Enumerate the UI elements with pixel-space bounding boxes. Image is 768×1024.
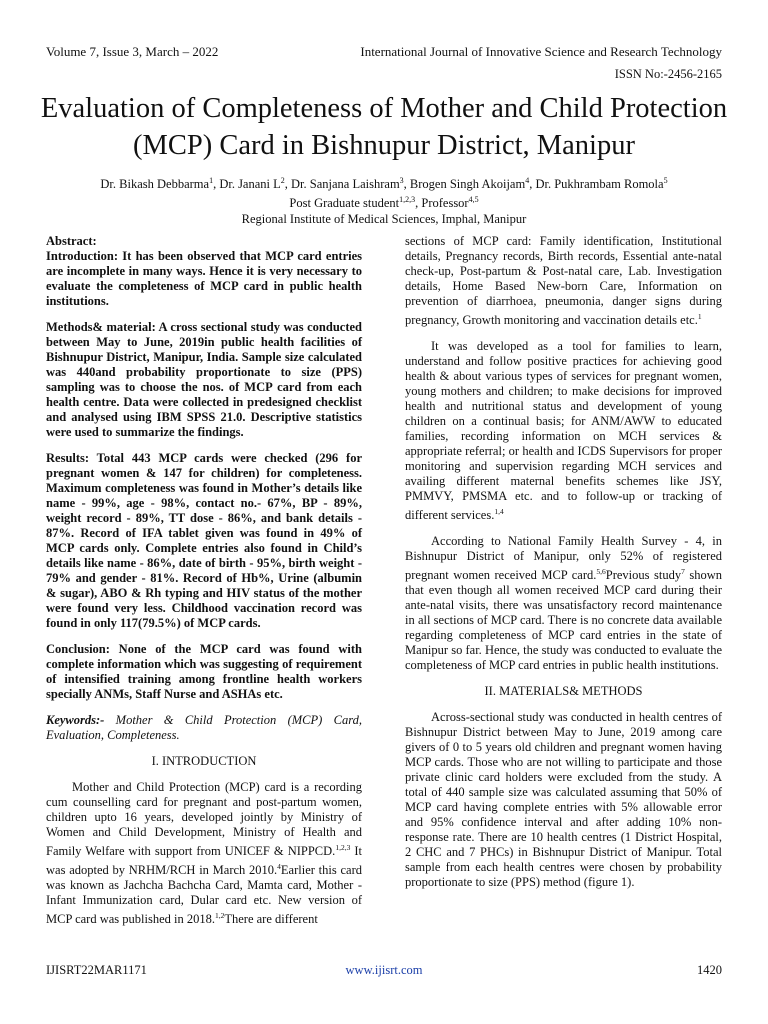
institution: Regional Institute of Medical Sciences, Imphal, Manipur <box>241 212 527 227</box>
purpose-paragraph: It was developed as a tool for families to learn, understand and follow positive practices for achieving good health & about various types of services for pregnant women, young mothers and children; to make decisions for improved health and nutritional status and development of young children on a continual basis; for ANM/AWW to educated families, recording information on MCH services & appropriate referral; or health and ICDS Supervisors for proper monitoring and supervision regarding MCH services and availing different maternal benefits schemes like JSY, PMMVY, PMSMA etc. and to follow-up or tracking of different services.$^{1,4}$ <box>405 339 722 523</box>
abstract-conclusion: Conclusion: None of the MCP card was found with complete information which was suggesting of requirement of intensified training among frontline health workers specially ANMs, Staff Nurse and ASHAs etc. <box>46 642 362 701</box>
article-code: IJISRT22MAR1171 <box>46 963 147 977</box>
left-column <box>46 234 362 938</box>
abstract-introduction: Introduction: It has been observed that MCP card entries are incomplete in many ways. Hence it is very necessary to evaluate the completeness of MCP card in public health institutions. <box>46 249 362 308</box>
introduction-paragraph: Mother and Child Protection (MCP) card is a recording cum counselling card for pregnant and post-partum women, children upto 16 years, developed jointly by Ministry of Women and Child Development, Ministry of Health and Family Welfare with support from UNICEF & NIPPCD.$^{1,2,3}$ It was adopted by NRHM/RCH in March 2010.$^4$Earlier this card was known as Jachcha Bachcha Card, Mamta card, Mother - Infant Immunization card, Dular card etc. New version of MCP card was published in 2018.$^{1,2}$There are different <box>46 780 363 927</box>
nfhs-paragraph: According to National Family Health Survey - 4, in Bishnupur District of Manipur, only 52% of registered pregnant women received MCP card.$^{5,6}$Previous study$^7$ shown that even though all women received MCP card during their ante-natal visits, there was unsatisfactory record maintenance in all sections of MCP card. There is no concrete data available regarding completeness of MCP card entries in the state of Manipur so far. Hence, the study was conducted to evaluate the completeness of MCP card entries in public health institutions. <box>405 534 722 673</box>
paper-title: Evaluation of Completeness of Mother and Child Protection (MCP) Card in Bishnupur District, Manipur <box>40 93 728 161</box>
issn: ISSN No:-2456-2165 <box>614 67 722 81</box>
abstract-heading: Abstract: <box>46 234 97 248</box>
abstract-results: Results: Total 443 MCP cards were checked (296 for pregnant women & 147 for children) for completeness. Maximum completeness was found in Mother’s details like name - 99%, age - 98%, contact no.- 67%, BP - 89%, weight record - 89%, TT dose - 86%, and bank details - 87%. Record of IFA tablet given was found in 49% of MCP cards only. Complete entries also found in Child’s details like name - 86%, date of birth - 95%, birth weight - 79% and gender - 81%. Record of Hb%, Urine (albumin & sugar), ABO & Rh typing and HIV status of the mother were found very less. Childhood vaccination record was found in only 117(79.5%) of MCP cards. <box>46 451 362 630</box>
section-heading-methods: II. MATERIALS& METHODS <box>484 684 643 699</box>
right-column <box>405 234 722 901</box>
keywords: Keywords:- Mother & Child Protection (MCP) Card, Evaluation, Completeness. <box>46 713 362 742</box>
journal-url-link[interactable]: www.ijisrt.com <box>345 963 423 977</box>
page-number: 1420 <box>697 963 722 977</box>
author-roles: Post Graduate student$^{1,2,3}$, Professor$^{4,5}$ <box>289 195 479 211</box>
abstract-methods: Methods& material: A cross sectional study was conducted between May to June, 2019in public health facilities of Bishnupur District, Manipur, India. Sample size calculated was 440and probability proportionate to size (PPS) sampling was to choose the nos. of MCP card from each health centre. Data were collected in predesigned checklist and analysed using IBM SPSS 21.0. Descriptive statistics were used to summarize the findings. <box>46 320 362 439</box>
author-block <box>30 173 738 227</box>
section-heading-introduction: I. INTRODUCTION <box>151 754 257 768</box>
volume-info: Volume 7, Issue 3, March – 2022 <box>46 44 219 59</box>
author-list: Dr. Bikash Debbarma$^1$, Dr. Janani $L^2$, Dr. Sanjana Laishram$^3$, Brogen Singh Akoijam$^4$, Dr. Pukhrambam Romola$^5$ <box>100 176 668 192</box>
methods-paragraph: Across-sectional study was conducted in health centres of Bishnupur District between May to June, 2019 among care givers of 0 to 5 years old children and pregnant women having MCP cards. Those who are not willing to participate and those private clinic card holders were excluded from the study. A total of 440 sample size was calculated assuming that 50% of MCP card having complete entries with 5% allowable error and 95% confidence interval and after adding 10% non-response rate. There are 10 health centres (1 District Hospital, 2 CHC and 7 PHCs) in Bishnupur District of Manipur. Total sample from each health centres were chosen by probability proportionate to size (PPS) method (figure 1). <box>405 710 722 890</box>
journal-name: International Journal of Innovative Science and Research Technology <box>360 44 722 59</box>
mcp-sections-paragraph: sections of MCP card: Family identification, Institutional details, Pregnancy records, Birth records, Essential ante-natal check-up, Post-partum & Post-natal care, Lab. Investigation details, Home Based New-born Care, Information on prevention of diarrhoea, pneumonia, danger signs during pregnancy, Growth monitoring and vaccination details etc.$^1$ <box>405 234 722 328</box>
